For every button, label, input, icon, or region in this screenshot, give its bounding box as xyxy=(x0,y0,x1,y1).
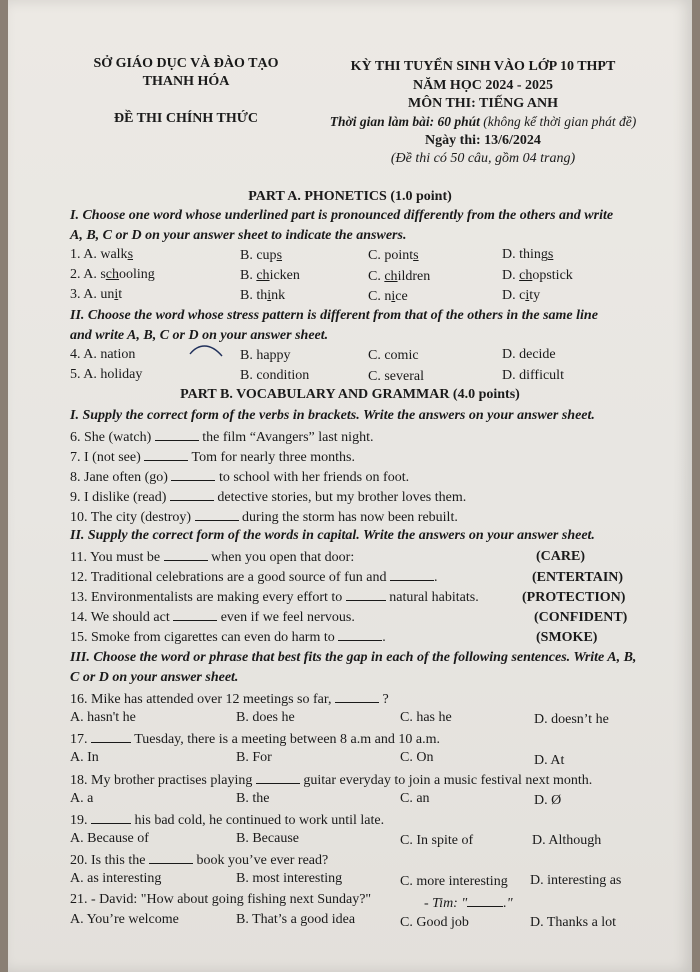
answer-blank xyxy=(346,588,386,601)
question-3-option-a: 3. A. unit xyxy=(70,287,123,302)
answer-blank xyxy=(171,468,215,481)
question-3-option-d: D. city xyxy=(502,288,541,303)
question-20-option-d: D. interesting as xyxy=(530,873,622,888)
question-2-option-c: C. children xyxy=(368,269,431,284)
exam-duration: Thời gian làm bài: 60 phút (không kể thời gian phát đề) xyxy=(329,114,637,129)
question-16: 16. Mike has attended over 12 meetings so far, ? xyxy=(70,692,389,707)
answer-blank xyxy=(155,428,199,441)
question-14: 14. We should act even if we feel nervous. xyxy=(70,610,355,625)
question-12-word: (ENTERTAIN) xyxy=(532,570,624,585)
question-17-option-d: D. At xyxy=(534,753,565,768)
answer-blank xyxy=(467,894,503,907)
question-10: 10. The city (destroy) during the storm has now been rebuilt. xyxy=(70,510,458,525)
department-name: SỞ GIÁO DỤC VÀ ĐÀO TẠO xyxy=(93,56,279,71)
question-13-word: (PROTECTION) xyxy=(522,590,626,605)
answer-blank xyxy=(256,771,300,784)
question-16-option-a: A. hasn't he xyxy=(70,710,136,725)
exam-pages-note: (Đề thi có 50 câu, gồm 04 trang) xyxy=(390,151,576,166)
question-12: 12. Traditional celebrations are a good source of fun and . xyxy=(70,570,438,585)
question-11: 11. You must be when you open that door: xyxy=(70,550,355,565)
question-18-option-a: A. a xyxy=(70,791,94,806)
exam-subject: MÔN THI: TIẾNG ANH xyxy=(407,96,558,111)
question-19-option-a: A. Because of xyxy=(70,831,149,846)
part-a-section2-instruction: II. Choose the word whose stress pattern is different from that of the others in the same line xyxy=(70,308,598,323)
question-2-option-d: D. chopstick xyxy=(502,268,573,283)
question-15-word: (SMOKE) xyxy=(536,630,598,645)
province-name: THANH HÓA xyxy=(142,74,230,89)
question-5-option-b: B. condition xyxy=(240,368,310,383)
school-year: NĂM HỌC 2024 - 2025 xyxy=(413,78,553,93)
question-17: 17. Tuesday, there is a meeting between 8 a.m and 10 a.m. xyxy=(70,732,440,747)
answer-blank xyxy=(170,488,214,501)
part-a-title: PART A. PHONETICS (1.0 point) xyxy=(248,189,452,204)
question-14-word: (CONFIDENT) xyxy=(534,610,628,625)
question-7: 7. I (not see) Tom for nearly three months. xyxy=(70,450,355,465)
official-exam-label: ĐỀ THI CHÍNH THỨC xyxy=(113,111,259,126)
part-a-section1-instruction: I. Choose one word whose underlined part is pronounced differently from the others and write xyxy=(70,208,614,223)
answer-blank xyxy=(390,568,434,581)
question-4-option-b: B. happy xyxy=(240,348,291,363)
question-5-option-c: C. several xyxy=(368,369,424,384)
question-6: 6. She (watch) the film “Avangers” last night. xyxy=(70,430,374,445)
part-b-section3-instruction: III. Choose the word or phrase that best fits the gap in each of the following sentences. Write A, B, xyxy=(70,650,637,665)
question-15: 15. Smoke from cigarettes can even do harm to . xyxy=(70,630,386,645)
question-16-option-d: D. doesn’t he xyxy=(534,712,609,727)
question-17-option-c: C. On xyxy=(400,750,434,765)
question-19-option-b: B. Because xyxy=(236,831,299,846)
exam-title: KỲ THI TUYỂN SINH VÀO LỚP 10 THPT xyxy=(350,59,616,74)
question-18: 18. My brother practises playing guitar everyday to join a music festival next month. xyxy=(70,773,593,788)
question-5-option-a: 5. A. holiday xyxy=(70,367,143,382)
question-18-option-c: C. an xyxy=(400,791,430,806)
answer-blank xyxy=(144,448,188,461)
question-2-option-a: 2. A. schooling xyxy=(70,267,155,282)
question-20-option-c: C. more interesting xyxy=(400,874,508,889)
question-1-option-b: B. cups xyxy=(240,248,283,263)
question-21: 21. - David: "How about going fishing next Sunday?" xyxy=(70,892,372,907)
question-11-word: (CARE) xyxy=(536,549,585,564)
question-1-option-a: 1. A. walks xyxy=(70,247,134,262)
question-3-option-b: B. think xyxy=(240,288,286,303)
question-8: 8. Jane often (go) to school with her friends on foot. xyxy=(70,470,410,485)
question-16-option-b: B. does he xyxy=(236,710,295,725)
question-21-tim-reply: - Tim: " ." xyxy=(424,896,513,911)
answer-blank xyxy=(173,608,217,621)
question-4-option-a: 4. A. nation xyxy=(70,347,136,362)
question-13: 13. Environmentalists are making every effort to natural habitats. xyxy=(70,590,479,605)
question-19: 19. his bad cold, he continued to work until late. xyxy=(70,813,385,828)
question-21-option-b: B. That’s a good idea xyxy=(236,912,356,927)
question-21-option-d: D. Thanks a lot xyxy=(530,915,617,930)
question-17-option-b: B. For xyxy=(236,750,272,765)
exam-date: Ngày thi: 13/6/2024 xyxy=(425,133,541,148)
part-a-section1-instruction: A, B, C or D on your answer sheet to indicate the answers. xyxy=(70,228,407,243)
pen-mark-icon xyxy=(188,342,228,360)
answer-blank xyxy=(164,548,208,561)
answer-blank xyxy=(338,628,382,641)
part-b-section3-instruction: C or D on your answer sheet. xyxy=(70,670,239,685)
part-b-section2-instruction: II. Supply the correct form of the words in capital. Write the answers on your answer sheet. xyxy=(70,528,595,543)
exam-paper xyxy=(8,0,692,972)
question-19-option-c: C. In spite of xyxy=(400,833,474,848)
question-21-option-c: C. Good job xyxy=(400,915,469,930)
part-a-section2-instruction: and write A, B, C or D on your answer sheet. xyxy=(70,328,329,343)
question-1-option-c: C. points xyxy=(368,248,419,263)
answer-blank xyxy=(91,730,131,743)
question-19-option-d: D. Although xyxy=(532,833,602,848)
question-2-option-b: B. chicken xyxy=(240,268,300,283)
question-1-option-d: D. things xyxy=(502,247,554,262)
question-17-option-a: A. In xyxy=(70,750,99,765)
part-b-title: PART B. VOCABULARY AND GRAMMAR (4.0 points) xyxy=(180,387,520,402)
question-20-option-a: A. as interesting xyxy=(70,871,162,886)
answer-blank xyxy=(195,508,239,521)
question-18-option-d: D. Ø xyxy=(534,793,562,808)
question-3-option-c: C. nice xyxy=(368,289,408,304)
answer-blank xyxy=(149,851,193,864)
question-21-option-a: A. You’re welcome xyxy=(70,912,179,927)
question-4-option-d: D. decide xyxy=(502,347,556,362)
part-b-section1-instruction: I. Supply the correct form of the verbs in brackets. Write the answers on your answer sheet. xyxy=(70,408,595,423)
question-20: 20. Is this the book you’ve ever read? xyxy=(70,853,329,868)
question-5-option-d: D. difficult xyxy=(502,368,564,383)
question-4-option-c: C. comic xyxy=(368,348,419,363)
question-20-option-b: B. most interesting xyxy=(236,871,343,886)
answer-blank xyxy=(91,811,131,824)
question-9: 9. I dislike (read) detective stories, but my brother loves them. xyxy=(70,490,467,505)
answer-blank xyxy=(335,690,379,703)
question-18-option-b: B. the xyxy=(236,791,270,806)
question-16-option-c: C. has he xyxy=(400,710,452,725)
